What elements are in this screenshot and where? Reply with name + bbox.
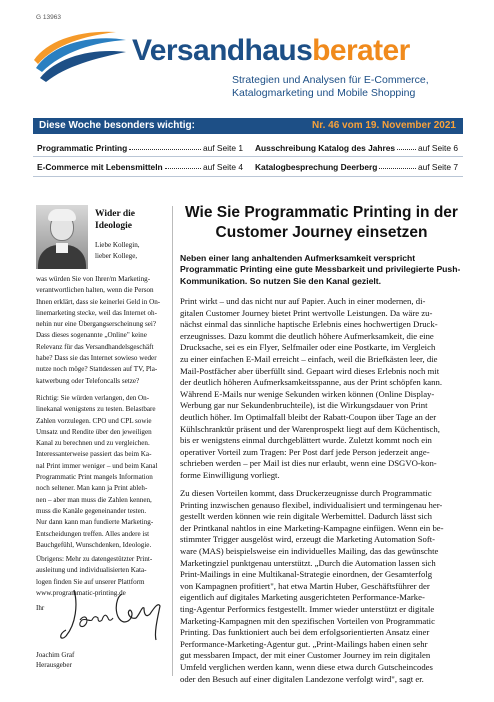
toc-leader [379, 168, 416, 169]
salutation-line: Liebe Kollegin, [95, 241, 140, 249]
editorial-salutation [95, 240, 140, 263]
signature-role: Herausgeber [36, 661, 72, 669]
text-line: gut messbaren Impact, der mit einer Customer Journey im rein digitalen [180, 650, 431, 661]
text-line: gitalen Customer Journey bietet Print wertvolle Leistungen. Da wäre zu- [180, 307, 433, 318]
editorial-paragraph [36, 274, 167, 387]
toc-leader [165, 168, 201, 169]
text-line: logen finden Sie auf unserer Plattform [36, 577, 145, 586]
text-line: linekanal wenigstens zu testen. Belastbare [36, 405, 156, 414]
text-line: gestellt werden können wie rein digitale Werbemittel. Dadurch lässt sich [180, 511, 432, 522]
salutation-line: lieber Kollege, [95, 252, 138, 261]
article-title: Wie Sie Programmatic Printing in der Customer Journey einsetzen [185, 204, 458, 241]
text-line: Nur dann kann man fundierte Marketing- [36, 518, 154, 527]
text-line: Entscheidungen treffen. Alles andere ist [36, 529, 150, 538]
editorial-heading [95, 208, 165, 232]
toc-divider [33, 176, 463, 177]
text-line: linemarketing stecke, weil das Internet oh- [36, 308, 157, 317]
text-line: Print wirkt – und das nicht nur auf Papier. Auch in einer modernen, di- [180, 296, 426, 306]
tagline [232, 74, 462, 100]
text-line: Programmatic Print mangels Information [36, 473, 153, 482]
toc-item[interactable] [255, 139, 458, 153]
text-line: Printing inzwischen genauso flexibel, individualisiert und termingenau her- [180, 499, 443, 510]
article-paragraph [180, 296, 463, 482]
text-line: nehin nur eine Übergangserscheinung sei? [36, 320, 157, 329]
text-line: noch seltener. Man kann ja Print ableh- [36, 484, 148, 493]
toc-item-title: Programmatic Printing [37, 143, 128, 153]
text-line: erzeugnisses. Dazu kommt die deutlich höhere Aufmerksamkeit, die eine [180, 330, 434, 341]
toc-item-page: auf Seite 7 [417, 162, 458, 172]
text-line: Kühlschranktür präsent und der Warenprospekt liegt auf dem Küchentisch, [180, 423, 440, 434]
editorial-paragraph [36, 393, 167, 551]
text-line: nutze noch möge? Stattdessen auf TV, Pla- [36, 365, 158, 374]
column-divider [172, 206, 173, 676]
text-line: schrieben werden – per Mail ist dies nur erlaubt, wenn eine DSGVO-kon- [180, 458, 437, 469]
text-line: Richtig: Sie würden verlangen, den On- [36, 394, 150, 402]
text-line: Übrigens: Mehr zu datengestützter Print- [36, 555, 153, 563]
tagline-line: Strategien und Analysen für E-Commerce, [232, 74, 429, 86]
text-line: Marketing-Kampagnen mit den spezifischen Vorteilen von Programmatic [180, 615, 435, 626]
text-line: was würden Sie von Ihrer/m Marketing- [36, 275, 151, 283]
text-line: oder den Besuch auf einer digitalen Landezone verfolgt wird", sagt er. [180, 673, 424, 684]
toc-divider [33, 156, 463, 157]
signature-name: Joachim Graf [36, 651, 75, 659]
document-id: G 13963 [36, 14, 61, 21]
text-line: nen – aber man muss die Zahlen kennen, [36, 495, 152, 504]
text-line: Drucksache, sei es ein Flyer, Selfmailer oder eine Postkarte, im Vergleich [180, 342, 436, 353]
text-line: Marketingziel punktgenau unterstützt. „Durch die Automation lassen sich [180, 557, 436, 568]
editorial-heading-line: Wider die [95, 209, 136, 219]
brand-name [132, 36, 410, 66]
tagline-line: Katalogmarketing und Mobile Shopping [232, 87, 416, 99]
text-line: Bauchgefühl, Wunschdenken, Ideologie. [36, 540, 152, 549]
toc-leader [397, 149, 416, 150]
text-line: stimmter Trigger ausgelöst wird, erzeugt die Marketing Automation Soft- [180, 534, 436, 545]
text-line: Interessanterweise passiert das beim Ka- [36, 450, 152, 459]
text-line: verantwortlichen halten, wenn die Person [36, 286, 154, 295]
text-line: ting-Agentur Performics festgestellt. Immer wieder unterstützt er digitale [180, 603, 435, 614]
text-line: von Kampagnen profitiert", hat etwa Martin Huber, Geschäftsführer der [180, 580, 430, 591]
author-portrait [36, 205, 88, 269]
text-line: Printing. Das funktioniert auch bei dem erfolgsorientierten Ansatz einer [180, 627, 430, 638]
text-line: ware (MAS) beispielsweise ein individuelles Mailing, das das gewünschte [180, 545, 439, 556]
toc-leader [129, 149, 201, 150]
text-line: operativer Vorteil zum Tragen: Per Post darf jede Person jederzeit ange- [180, 446, 430, 457]
text-line: Kanal zu berechnen und zu vergleichen. [36, 439, 150, 448]
text-line: zu einer einfachen E-Mail erreicht – einfach, weil die Briefkästen leer, die [180, 353, 438, 364]
toc-item-title: Ausschreibung Katalog des Jahres [255, 143, 396, 153]
toc-item-page: auf Seite 1 [202, 143, 243, 153]
text-line: habe? Dass sie das Internet sowieso weder [36, 354, 157, 363]
article-lead: Neben einer lang anhaltenden Aufmerksamkeit verspricht Programmatic Printing eine gute Messbarkeit und privilegierte Push-Kommunikation. So nutzen Sie den Kanal gezielt. [180, 253, 461, 286]
text-line: Während E-Mails nur wenige Sekunden wirken können (Online Display- [180, 388, 435, 399]
text-line: muss die Kanäle gegeneinander testen. [36, 506, 147, 515]
banner-title: Diese Woche besonders wichtig: [39, 120, 195, 131]
text-line: deutlich höher. Im Optimalfall bleibt der Rabatt-Coupon über Tage an der [180, 411, 437, 422]
toc-item[interactable] [37, 158, 243, 172]
text-line: ausleitung und individualisierten Kata- [36, 566, 147, 575]
highlights-banner [33, 118, 463, 134]
text-line: bis er wenigstens einmal durchgeblättert wurde. Zuletzt kommt noch ein [180, 435, 432, 446]
text-line: Mail-Postfächer aber überfüllt sind. Gepaart wird dieses Erlebnis noch mit [180, 365, 440, 376]
toc-item[interactable] [37, 139, 243, 153]
text-line: Zu diesen Vorteilen kommt, dass Druckerzeugnisse durch Programmatic [180, 488, 432, 498]
text-line: der Printkanal nahtlos in eine Marketing-Kampagne einfügen. Wenn ein be- [180, 522, 444, 533]
toc-item-title: E-Commerce mit Lebensmitteln [37, 162, 163, 172]
text-line: Print-Mailings in eine Multikanal-Strategie einordnen, der Gesamterfolg [180, 569, 433, 580]
text-line: Performance-Marketing-Agentur gut. „Print-Mailings haben einen sehr [180, 638, 428, 649]
toc-item[interactable] [255, 158, 458, 172]
brand-name-part2: berater [312, 34, 410, 67]
toc-item-title: Katalogbesprechung Deerberg [255, 162, 378, 172]
text-line: nal Print immer weniger – und beim Kanal [36, 461, 158, 470]
toc-item-page: auf Seite 4 [202, 162, 243, 172]
text-line: Umsatz und Rendite über den jeweiligen [36, 427, 152, 436]
text-line: Relevanz für das Versandhandelsgeschäft [36, 342, 154, 351]
text-line: katwerbung oder Telefoncalls setze? [36, 376, 140, 385]
toc-item-page: auf Seite 6 [417, 143, 458, 153]
editorial-closing: Ihr [36, 604, 45, 612]
swoosh-logo-icon [32, 28, 128, 92]
issue-number: Nr. 46 vom 19. November 2021 [312, 120, 456, 131]
text-line: Ihnen erklärt, dass sie keinerlei Geld in On- [36, 297, 161, 306]
text-line: www.programmatic-printing.de [36, 588, 126, 597]
brand-name-part1: Versandhaus [132, 34, 313, 67]
editorial-heading-line: Ideologie [95, 221, 132, 231]
text-line: der deutlich höheren Aufmerksamkeitsspanne, aus der Print schöpfen kann. [180, 377, 442, 388]
text-line: Umfeld verglichen werden kann, wenn diese etwa durch Gutscheincodes [180, 661, 433, 672]
text-line: nächst einmal das sinnliche haptische Erlebnis eines hochwertigen Druck- [180, 319, 438, 330]
signature-block [36, 650, 74, 670]
handwritten-signature [58, 584, 168, 648]
article-paragraph [180, 488, 463, 685]
text-line: Dass dieses sogenannte „Online" keine [36, 331, 147, 340]
text-line: forme Einwilligung vorliegt. [180, 469, 280, 480]
text-line: Werbung gar nur Sekundenbruchteile), ist die Wirkungsdauer von Print [180, 400, 428, 411]
text-line: Zahlen vorzulegen. CPO und CPL sowie [36, 416, 152, 425]
text-line: eigentlich auf digitales Marketing ausgerichteten Performance-Marke- [180, 592, 425, 603]
